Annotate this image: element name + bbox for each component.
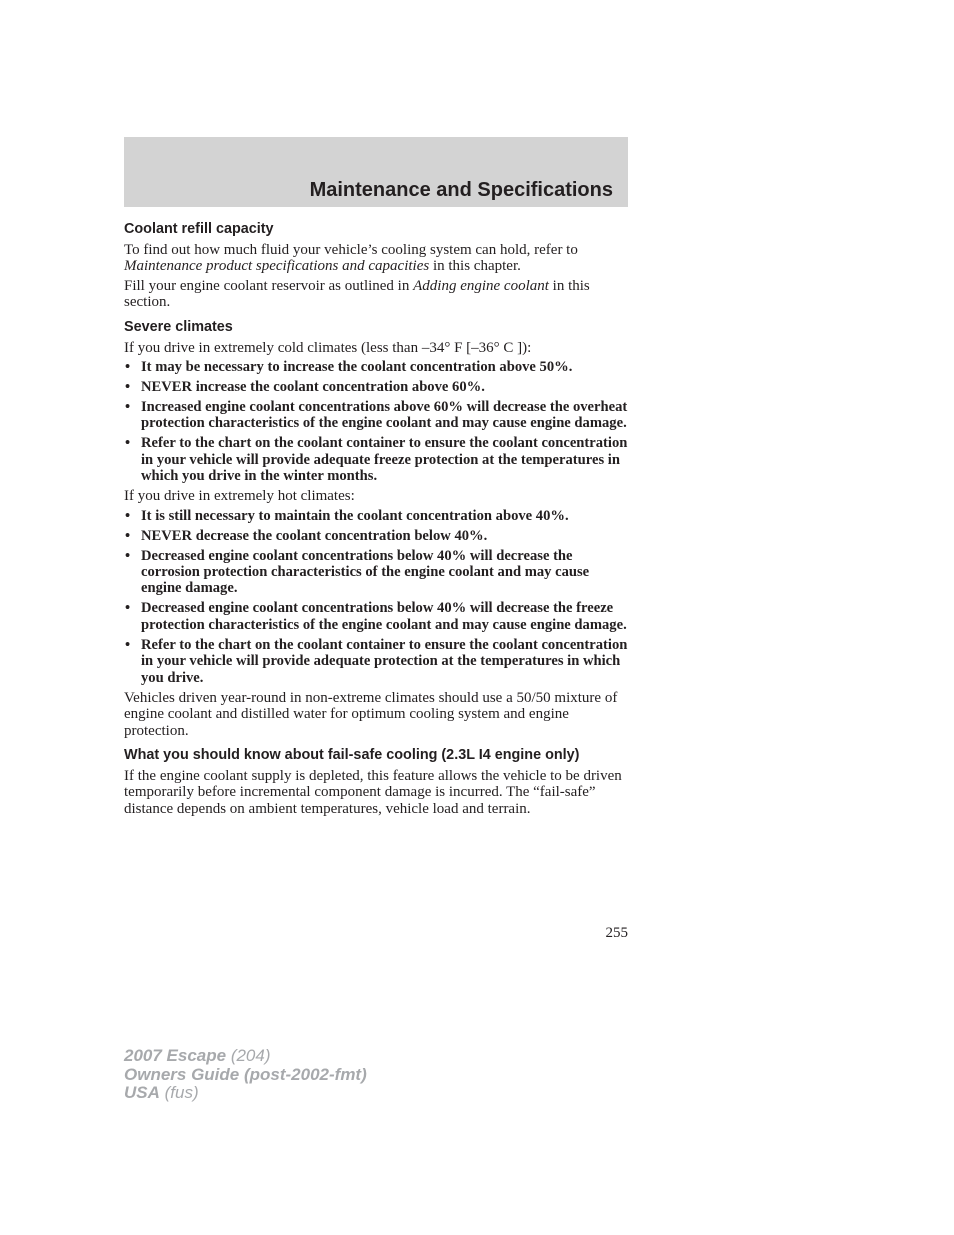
heading-severe-climates: Severe climates bbox=[124, 318, 233, 335]
section-header-band bbox=[124, 137, 628, 207]
bullet-glyph: • bbox=[125, 527, 131, 544]
link-adding-engine-coolant: Adding engine coolant bbox=[413, 277, 549, 294]
list-item: • It may be necessary to increase the coolant concentration above 50%. bbox=[125, 359, 573, 376]
link-maintenance-specs: Maintenance product specifications and capacities bbox=[124, 258, 430, 275]
heading-coolant-refill-capacity: Coolant refill capacity bbox=[124, 221, 274, 237]
list-item: • NEVER increase the coolant concentration above 60%. bbox=[125, 379, 485, 396]
paragraph-fill-reservoir: Fill your engine coolant reservoir as outlined in Adding engine coolant in this section. bbox=[124, 277, 590, 311]
paragraph-refill-capacity: To find out how much fluid your vehicle’s cooling system can hold, refer to Maintenance product specifications and capacities in this chapter. bbox=[124, 242, 578, 275]
page-content bbox=[124, 219, 628, 820]
list-item: • Refer to the chart on the coolant container to ensure the coolant concentration in your vehicle will provide adequate protection at the temperatures in which you drive. bbox=[125, 636, 628, 686]
bullet-glyph: • bbox=[125, 636, 131, 653]
list-item: • It is still necessary to maintain the coolant concentration above 40%. bbox=[125, 507, 569, 524]
bullet-glyph: • bbox=[125, 399, 131, 416]
footer-line-market: USA (fus) bbox=[124, 1083, 199, 1102]
bullet-glyph: • bbox=[125, 359, 131, 376]
document-footer bbox=[124, 1047, 367, 1103]
paragraph-fail-safe: If the engine coolant supply is depleted, this feature allows the vehicle to be driven temporarily before incremental component damage is incurred. The “fail-safe” distance depends on ambient temperatures, vehicle load and terrain. bbox=[124, 767, 622, 817]
page-number: 255 bbox=[605, 925, 628, 941]
paragraph-cold-intro: If you drive in extremely cold climates (less than –34° F [–36° C ]): bbox=[124, 339, 532, 356]
bullet-glyph: • bbox=[125, 600, 131, 617]
list-item: • NEVER decrease the coolant concentration below 40%. bbox=[125, 527, 488, 544]
paragraph-non-extreme-climates: Vehicles driven year-round in non-extreme climates should use a 50/50 mixture of engine coolant and distilled water for optimum cooling system and engine protection. bbox=[124, 689, 618, 739]
bullet-glyph: • bbox=[125, 435, 131, 452]
paragraph-hot-intro: If you drive in extremely hot climates: bbox=[124, 488, 355, 505]
footer-line-model: 2007 Escape (204) bbox=[124, 1046, 271, 1065]
list-item: • Decreased engine coolant concentrations below 40% will decrease the freeze protection characteristics of the engine coolant and may cause engine damage. bbox=[125, 600, 627, 633]
section-title: Maintenance and Specifications bbox=[309, 179, 613, 201]
heading-fail-safe-cooling: What you should know about fail-safe cooling (2.3L I4 engine only) bbox=[124, 746, 580, 763]
hot-climate-bullet-list bbox=[124, 508, 628, 686]
footer-line-guide: Owners Guide (post-2002-fmt) bbox=[124, 1064, 367, 1084]
bullet-glyph: • bbox=[125, 507, 131, 524]
list-item: • Increased engine coolant concentrations above 60% will decrease the overheat protection characteristics of the engine coolant and may cause engine damage. bbox=[125, 399, 628, 432]
list-item: • Decreased engine coolant concentrations below 40% will decrease the corrosion protection characteristics of the engine coolant and may cause engine damage. bbox=[125, 547, 590, 597]
list-item: • Refer to the chart on the coolant container to ensure the coolant concentration in your vehicle will provide adequate freeze protection at the temperatures in which you drive in the winter months. bbox=[125, 435, 628, 485]
cold-climate-bullet-list bbox=[124, 359, 628, 485]
bullet-glyph: • bbox=[125, 547, 131, 564]
bullet-glyph: • bbox=[125, 379, 131, 396]
